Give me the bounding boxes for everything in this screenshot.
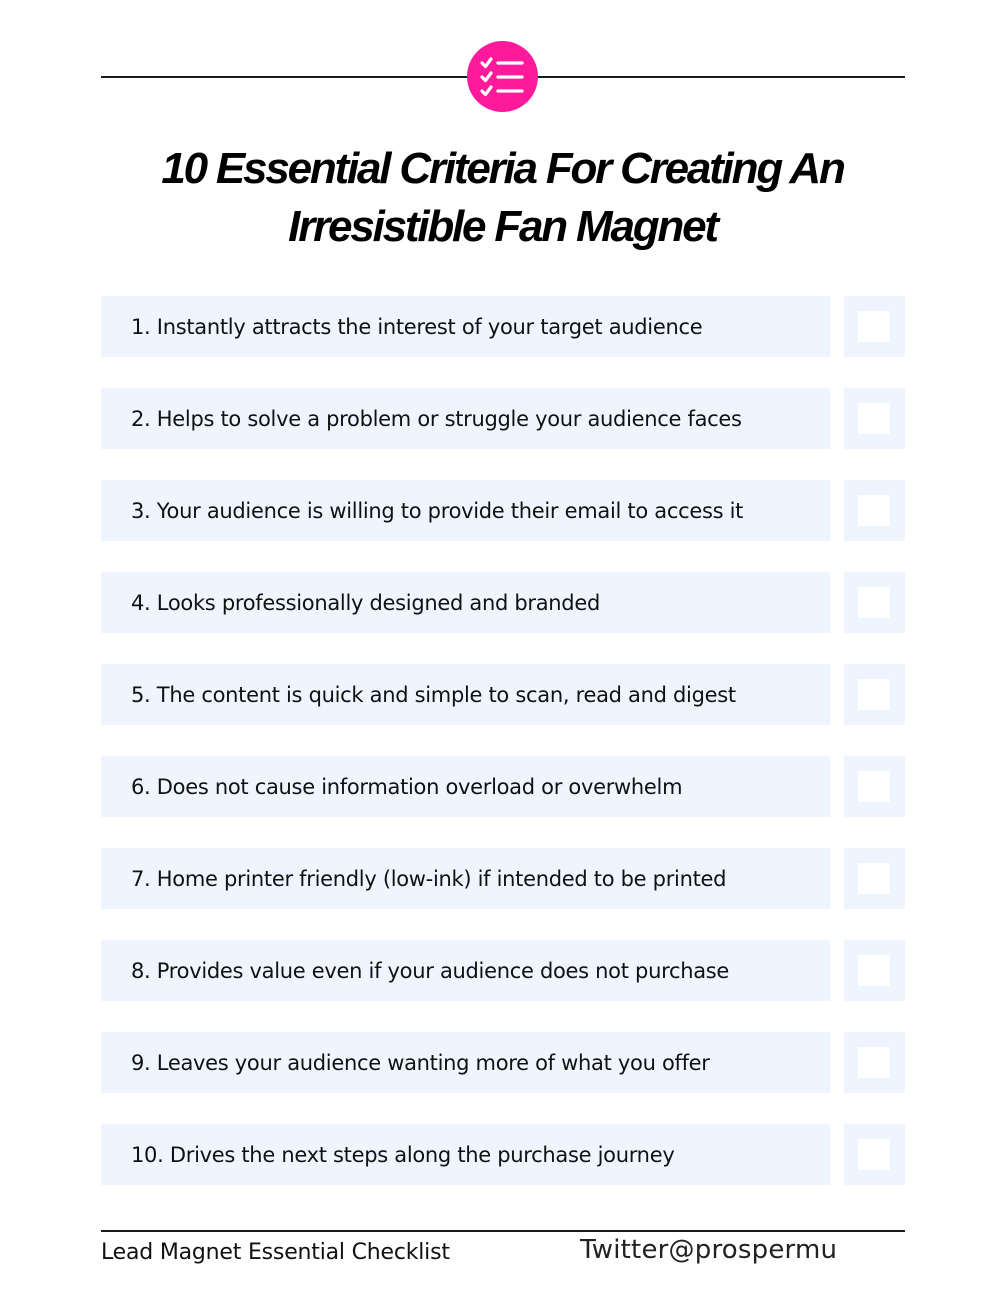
checklist-item bbox=[101, 572, 905, 633]
checkbox-cell bbox=[844, 664, 905, 725]
checklist-item bbox=[101, 1124, 905, 1185]
checkbox-cell bbox=[844, 1032, 905, 1093]
checkbox-cell bbox=[844, 756, 905, 817]
item-label: 2. Helps to solve a problem or struggle your audience faces bbox=[131, 406, 742, 431]
footer-title: Lead Magnet Essential Checklist bbox=[101, 1240, 450, 1265]
checklist-item bbox=[101, 1032, 905, 1093]
bottom-divider bbox=[101, 1230, 905, 1232]
checkbox[interactable] bbox=[858, 955, 890, 986]
item-label: 3. Your audience is willing to provide their email to access it bbox=[131, 498, 744, 523]
checklist-item bbox=[101, 756, 905, 817]
title-line-1: 10 Essential Criteria For Creating An bbox=[161, 144, 844, 193]
item-bar bbox=[101, 1032, 830, 1093]
page-title bbox=[60, 140, 945, 256]
checklist-item bbox=[101, 296, 905, 357]
checkbox-cell bbox=[844, 572, 905, 633]
checkbox-cell bbox=[844, 296, 905, 357]
item-label: 10. Drives the next steps along the purchase journey bbox=[131, 1142, 675, 1167]
item-bar bbox=[101, 940, 830, 1001]
item-label: 7. Home printer friendly (low-ink) if intended to be printed bbox=[131, 866, 727, 891]
item-label: 5. The content is quick and simple to scan, read and digest bbox=[131, 682, 736, 707]
checklist-item bbox=[101, 940, 905, 1001]
checkbox-cell bbox=[844, 848, 905, 909]
checkbox[interactable] bbox=[858, 863, 890, 894]
item-label: 6. Does not cause information overload or overwhelm bbox=[131, 774, 683, 799]
item-label: 4. Looks professionally designed and branded bbox=[131, 590, 600, 615]
twitter-handle: Twitter@prospermu bbox=[580, 1235, 838, 1265]
checklist-item bbox=[101, 480, 905, 541]
checklist-item bbox=[101, 664, 905, 725]
item-label: 9. Leaves your audience wanting more of what you offer bbox=[131, 1050, 710, 1075]
item-bar bbox=[101, 756, 830, 817]
title-line-2: Irresistible Fan Magnet bbox=[288, 202, 717, 251]
checkbox[interactable] bbox=[858, 771, 890, 802]
item-bar bbox=[101, 664, 830, 725]
item-label: 8. Provides value even if your audience does not purchase bbox=[131, 958, 730, 983]
checkbox[interactable] bbox=[858, 495, 890, 526]
checkbox[interactable] bbox=[858, 403, 890, 434]
checkbox-cell bbox=[844, 480, 905, 541]
checkbox[interactable] bbox=[858, 1139, 890, 1170]
checkbox[interactable] bbox=[858, 679, 890, 710]
item-bar bbox=[101, 1124, 830, 1185]
item-bar bbox=[101, 848, 830, 909]
item-label: 1. Instantly attracts the interest of your target audience bbox=[131, 314, 703, 339]
checklist-icon bbox=[467, 41, 538, 112]
checkbox-cell bbox=[844, 940, 905, 1001]
item-bar bbox=[101, 388, 830, 449]
checkbox[interactable] bbox=[858, 1047, 890, 1078]
item-bar bbox=[101, 480, 830, 541]
checkbox[interactable] bbox=[858, 587, 890, 618]
item-bar bbox=[101, 296, 830, 357]
checkbox[interactable] bbox=[858, 311, 890, 342]
checklist-item bbox=[101, 848, 905, 909]
checkbox-cell bbox=[844, 388, 905, 449]
checklist-item bbox=[101, 388, 905, 449]
item-bar bbox=[101, 572, 830, 633]
checkbox-cell bbox=[844, 1124, 905, 1185]
